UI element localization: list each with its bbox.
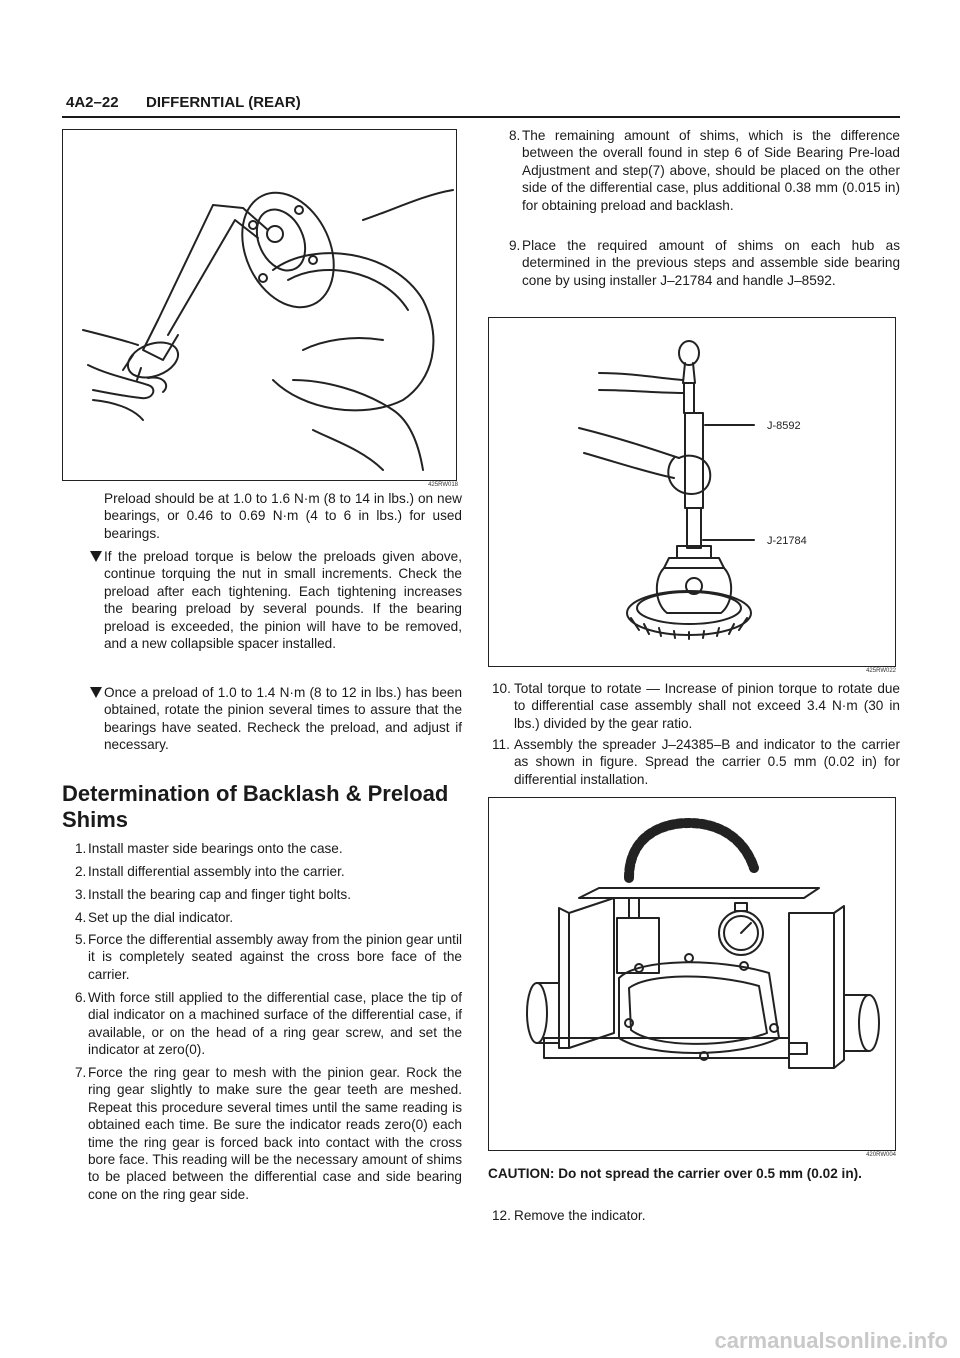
step-text: Install the bearing cap and finger tight bolts. [88, 887, 351, 902]
step-text: Remove the indicator. [514, 1208, 646, 1223]
bullet-text: Once a preload of 1.0 to 1.4 N·m (8 to 12 in lbs.) has been obtained, rotate the pinion several times to assure that the bearings have seated. Recheck the preload, and adjust if necessary. [104, 685, 462, 753]
step-text: Place the required amount of shims on each hub as determined in the previous steps and assemble side bearing cone by using installer J–21784 and handle J–8592. [522, 238, 900, 288]
caution-note: CAUTION: Do not spread the carrier over 0.5 mm (0.02 in). [488, 1166, 862, 1181]
step-1 [75, 840, 462, 857]
step-text: Install master side bearings onto the case. [88, 841, 343, 856]
label-j8592: J-8592 [767, 420, 801, 432]
step-9 [509, 237, 900, 289]
step-number: 7. [75, 1065, 87, 1080]
illustration-installer [489, 318, 897, 668]
step-text: Force the differential assembly away from the pinion gear until it is completely seated against the cross bore face of the carrier. [88, 932, 462, 982]
step-4 [75, 909, 462, 926]
label-j21784: J-21784 [767, 535, 807, 547]
step-5 [75, 931, 462, 983]
illustration-torque-wrench [63, 130, 458, 482]
step-3 [75, 886, 462, 903]
step-number: 5. [75, 932, 87, 947]
step-12 [492, 1207, 896, 1224]
watermark: carmanualsonline.info [714, 1328, 948, 1353]
section-number: 4A2–22 [66, 94, 119, 111]
step-text: Total torque to rotate — Increase of pinion torque to rotate due to differential case assembly shall not exceed 3.4 N·m (30 in lbs.) divided by the gear ratio. [514, 681, 900, 731]
step-2 [75, 863, 462, 880]
step-number: 10. [492, 681, 511, 696]
bullet-text: If the preload torque is below the preloads given above, continue torquing the nut in small increments. Check the preload after each tightening. Each tightening increases the bearing preload by several pounds. If the bearing preload is exceeded, the pinion will have to be removed, and a new collapsible spacer installed. [104, 549, 462, 652]
step-number: 2. [75, 864, 87, 879]
step-number: 1. [75, 841, 87, 856]
step-text: Assembly the spreader J–24385–B and indicator to the carrier as shown in figure. Spread the carrier 0.5 mm (0.02 in) for differential installation. [514, 737, 900, 787]
step-number: 6. [75, 990, 87, 1005]
step-number: 3. [75, 887, 87, 902]
step-text: The remaining amount of shims, which is the difference between the overall found in step 6 of Side Bearing Pre-load Adjustment and step(7) above, should be placed on the other side of the differential case, plus additional 0.38 mm (0.015 in) for obtaining preload and backlash. [522, 128, 900, 213]
step-text: With force still applied to the differential case, place the tip of dial indicator on a machined surface of the differential case, if available, or on the head of a ring gear screw, and set the indicator at zero(0). [88, 990, 462, 1058]
step-text: Force the ring gear to mesh with the pinion gear. Rock the ring gear slightly to make sure the gear teeth are meshed. Repeat this procedure several times until the same reading is obtained each time. Be sure the indicator reads zero(0) each time the ring gear is forced back into contact with the cross bore face. This reading will be the necessary amount of shims to be placed between the differential case and side bearing cone on the ring gear side. [88, 1065, 462, 1202]
bullet-preload-obtained [104, 684, 462, 754]
step-number: 8. [509, 128, 521, 143]
step-7 [75, 1064, 462, 1203]
preload-note: Preload should be at 1.0 to 1.6 N·m (8 to 14 in lbs.) on new bearings, or 0.46 to 0.69 N·m (4 to 6 in lbs.) for used bearings. [104, 491, 462, 541]
step-8 [509, 127, 900, 214]
step-10 [492, 680, 900, 732]
figure-code-1: 425RW018 [428, 482, 458, 488]
section-title: DIFFERNTIAL (REAR) [146, 94, 301, 111]
figure-code-2: 425RW022 [866, 668, 896, 674]
step-number: 4. [75, 910, 87, 925]
section-heading: Determination of Backlash & Preload Shims [62, 781, 449, 832]
triangle-bullet-icon [90, 551, 102, 562]
figure-pinion-preload [62, 129, 457, 481]
step-number: 12. [492, 1208, 511, 1223]
step-number: 11. [492, 737, 510, 752]
triangle-bullet-icon [90, 687, 102, 698]
illustration-spreader [489, 798, 897, 1152]
page-header [62, 92, 900, 118]
bullet-preload-below [104, 548, 462, 652]
step-text: Install differential assembly into the carrier. [88, 864, 345, 879]
step-number: 9. [509, 238, 521, 253]
step-11 [492, 736, 900, 788]
figure-code-3: 420RW004 [866, 1152, 896, 1158]
figure-spreader-indicator [488, 797, 896, 1151]
figure-bearing-installer [488, 317, 896, 667]
step-text: Set up the dial indicator. [88, 910, 234, 925]
step-6 [75, 989, 462, 1059]
